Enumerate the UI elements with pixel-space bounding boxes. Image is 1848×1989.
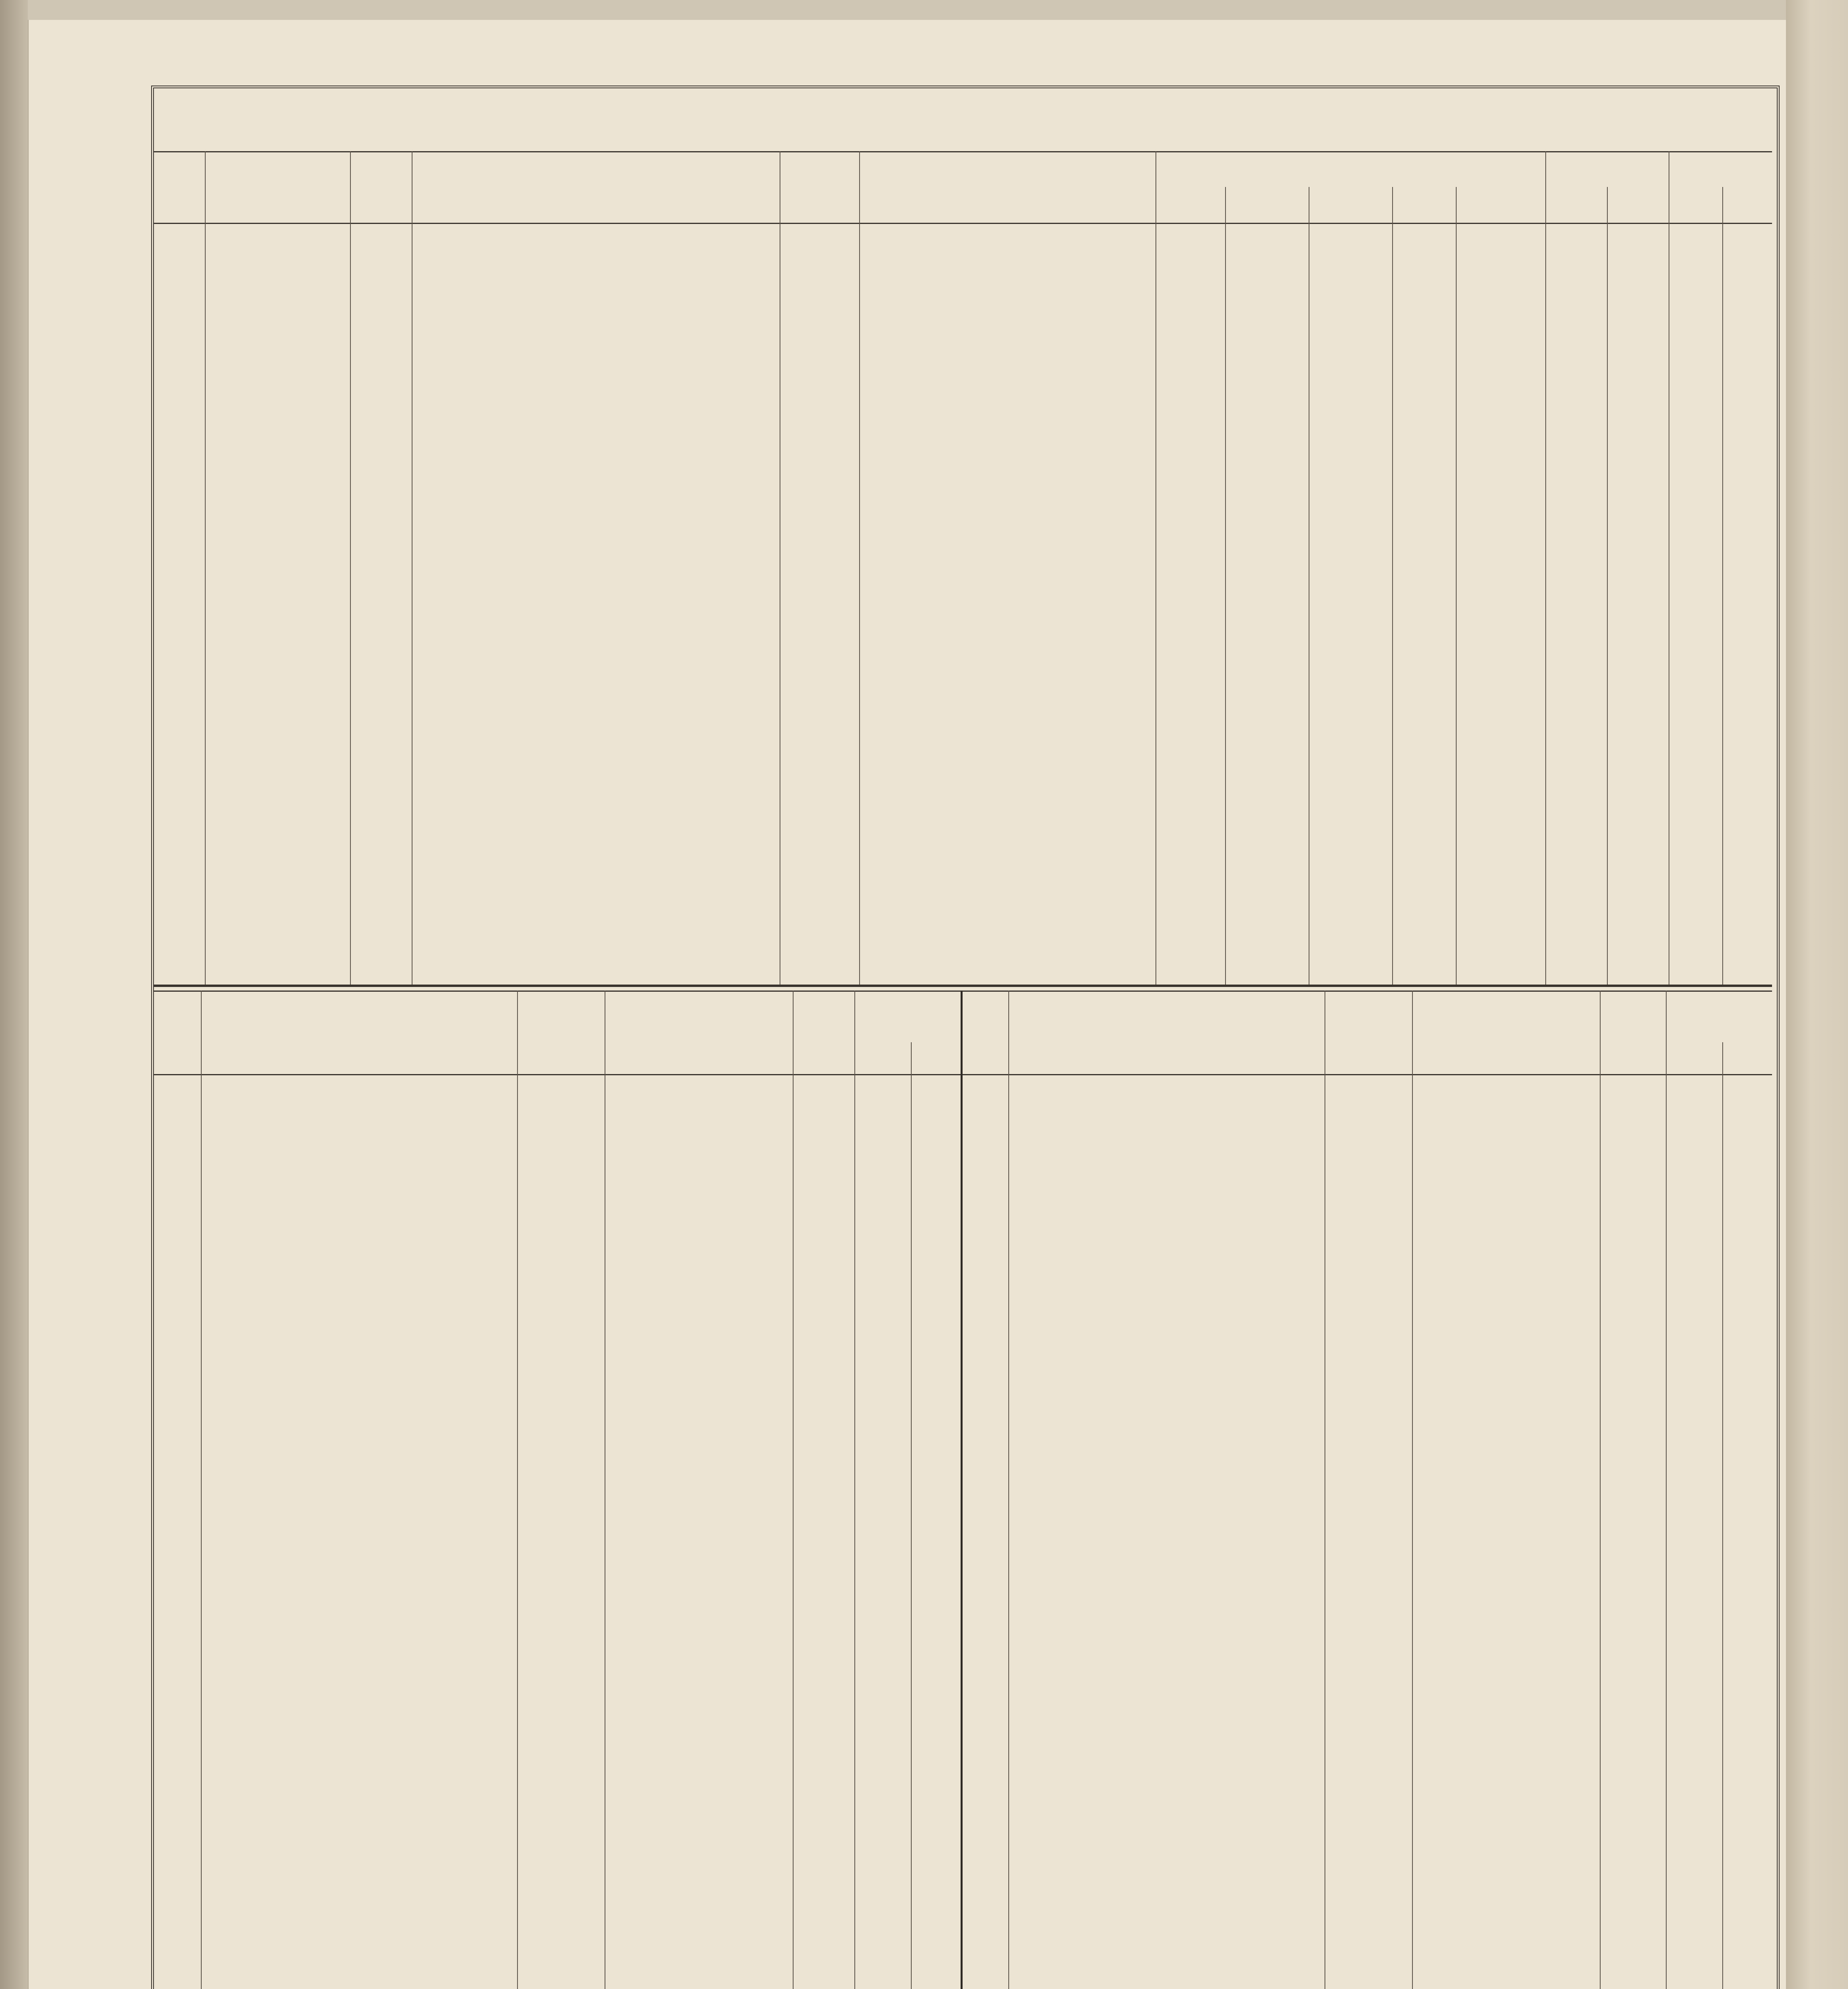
lr-vrule [1600,991,1601,1989]
ll-vrule [517,991,518,1989]
ll-vrule [201,991,202,1989]
top-vrule [1607,187,1608,985]
top-vrule [859,151,860,985]
top-vrule [1392,187,1393,985]
ll-vrule [793,991,794,1989]
top-vrule [205,151,206,985]
lr-vrule [1666,991,1667,1989]
top-vrule [350,151,351,985]
top-vrule [1225,187,1226,985]
center-divider [961,991,963,1989]
ll-vrule [854,991,855,1989]
lower-header-bottom-rule [153,1074,1772,1075]
margin-note-vertical [551,1671,575,1989]
lr-vrule [1008,991,1009,1989]
adjacent-page-edge [1786,0,1848,1989]
top-vrule [1722,187,1723,985]
ll-vrule [911,1042,912,1989]
top-vrule [1545,151,1546,985]
top-vrule [1155,151,1156,985]
top-table-bottom-rule [153,985,1772,987]
lower-header-top-rule [153,991,1772,992]
page-frame [151,86,1780,1989]
lr-vrule [1412,991,1413,1989]
top-header-bottom-rule [153,223,1772,224]
top-header-rule [153,151,1772,152]
top-vrule [1456,187,1457,985]
lr-vrule [1722,1042,1723,1989]
binding-strip [0,0,28,1989]
